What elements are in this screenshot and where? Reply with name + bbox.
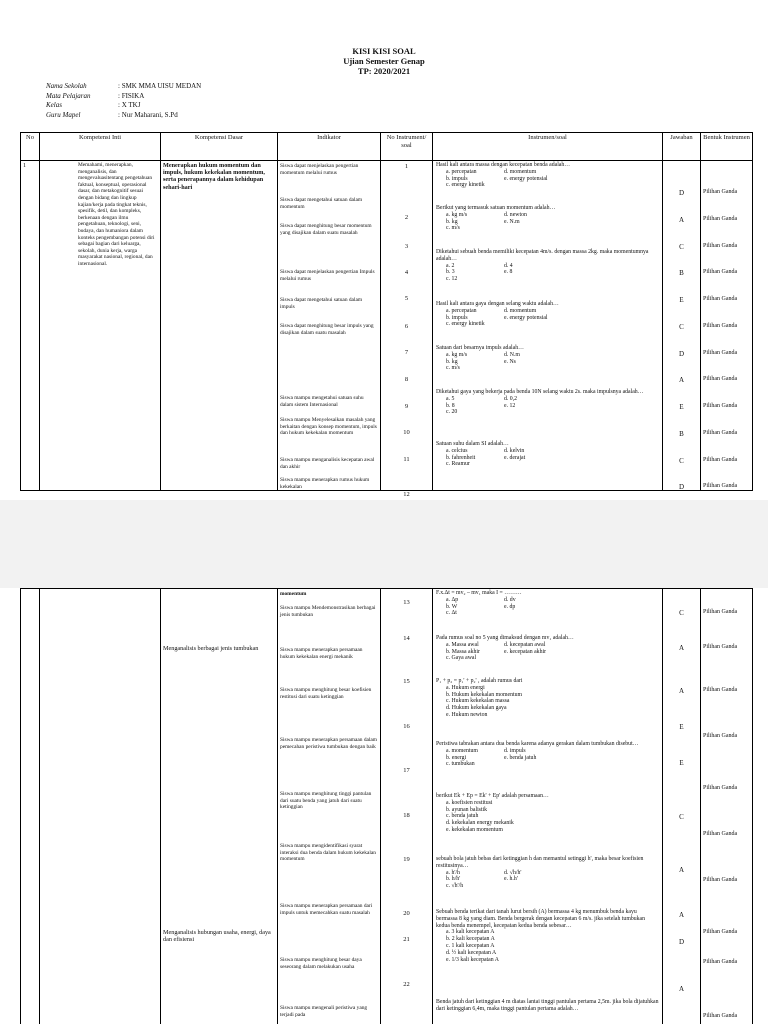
document-page-1	[0, 0, 768, 500]
col-header: Kompetensi Dasar	[161, 133, 278, 161]
option: b. kg	[446, 218, 458, 225]
option: d. kelvin	[504, 447, 525, 454]
answer-key: A	[678, 985, 685, 993]
bentuk-label: Pilihan Ganda	[703, 831, 738, 837]
kompetensi-dasar-text: Menganalisis berbagai jenis tumbukan	[163, 645, 259, 652]
soal-number: 12	[403, 491, 410, 498]
meta-value: : FISIKA	[118, 91, 145, 100]
meta-row	[46, 82, 201, 92]
option: b. fahrenheit	[446, 454, 476, 461]
answer-key: D	[678, 350, 685, 358]
soal-number: 8	[404, 376, 409, 383]
meta-value: : SMK MMA UISU MEDAN	[118, 82, 202, 90]
option: e. N.m	[504, 218, 520, 225]
bentuk-label: Pilihan Ganda	[703, 1013, 738, 1019]
indikator-item: Siswa dapat menjelaskan pengertian Impuls melalui rumus	[280, 269, 375, 282]
option: b. 8	[446, 402, 455, 409]
question-text: F.x.Δt = mv₂ – mv₁ maka I = ………	[436, 590, 522, 596]
option: b. energi	[446, 754, 467, 761]
col-header: No Instrument/ soal	[381, 133, 433, 161]
indikator-item: Siswa mampu menganalisis kecepatan awal dan akhir	[280, 457, 375, 470]
answer-key: A	[678, 644, 685, 652]
col-header: Instrumen/soal	[433, 133, 663, 161]
bentuk-label: Pilihan Ganda	[703, 929, 738, 935]
option: b. impuls	[446, 175, 468, 182]
question-item	[436, 635, 659, 662]
option-row	[436, 409, 659, 416]
option-row	[436, 870, 659, 877]
option-row	[436, 396, 659, 403]
answer-key: E	[679, 403, 684, 411]
option: c. Gaya awal	[446, 655, 477, 662]
indikator-item: Siswa mampu mengidentifikasi syarat interaksi dua benda dalam hukum kekekalan momentum	[280, 843, 376, 863]
option: a. momentum	[446, 747, 478, 754]
bentuk-label: Pilihan Ganda	[703, 785, 738, 791]
answer-key: B	[679, 269, 684, 277]
question-text: Sebuah benda terikat dari tanah lurut bersih (A) bermassa 4 kg menumbuk benda kayu bermassa 8 kg yang diam. Benda bergerak dengan kecepatan 6 m/s. jika setelah tumbukan kedua benda menempel, kecepatan kedua benda sebesar…	[436, 909, 645, 929]
question-item	[436, 909, 659, 963]
option: b. 3	[446, 269, 455, 276]
indikator-item: Siswa mampu menerapkan persamaan dalam pemecahan peristiwa tumbukan dengan baik	[280, 737, 377, 750]
answer-key: A	[678, 866, 685, 874]
option: d. newton	[504, 211, 527, 218]
option: b. W	[446, 603, 458, 610]
col-header: Kompetensi Inti	[40, 133, 161, 161]
option-row	[436, 655, 659, 662]
answer-key: A	[678, 216, 685, 224]
soal-number: 16	[403, 723, 410, 730]
option-row	[436, 359, 659, 366]
meta-row	[46, 92, 201, 102]
option: b. 2 kali kecepatan A	[446, 936, 495, 943]
option: e. dp	[504, 603, 516, 610]
bentuk-label: Pilihan Ganda	[703, 189, 738, 195]
soal-number: 5	[404, 295, 409, 302]
option: e. benda jatuh	[504, 754, 537, 761]
option-row	[436, 263, 659, 270]
meta-key: Nama Sekolah	[46, 82, 87, 90]
bentuk-label: Pilihan Ganda	[703, 644, 738, 650]
option: d. momentum	[504, 168, 537, 175]
question-item	[436, 249, 659, 283]
indikator-item: Siswa dapat mengetahui satuan dalam momentum	[280, 197, 363, 210]
indikator-continued: momentum	[280, 591, 307, 597]
question-text: Satuan dari besarnya impuls adalah…	[436, 345, 524, 351]
answer-key: D	[678, 189, 685, 197]
option: a. celcius	[446, 447, 468, 454]
option: a. h'/h	[446, 869, 460, 876]
option: a. 5	[446, 395, 455, 402]
indikator-item: Siswa mampu mengenali peristiwa yang terjadi pada	[280, 1005, 368, 1018]
table-header-row	[21, 133, 753, 161]
option: b. Hukum kekekalan momentum	[446, 691, 522, 698]
soal-number: 18	[403, 812, 410, 819]
option-row	[436, 610, 659, 617]
kisi-table-page-2	[20, 588, 753, 1024]
bentuk-label: Pilihan Ganda	[703, 609, 738, 615]
option-row	[436, 352, 659, 359]
option-row	[436, 876, 659, 883]
table-row	[21, 589, 753, 1024]
option-row	[436, 761, 659, 768]
option-row	[436, 182, 659, 189]
option: d. impuls	[504, 747, 526, 754]
question-item	[436, 345, 659, 372]
meta-key: Kelas	[46, 101, 62, 110]
col-header: Bentuk Instrumen	[701, 133, 753, 161]
indikator-item: Siswa mampu Menyelesaikan masalah yang berkaitan dengan konsep momentum, impuls dan hukum kekekalan momentum	[280, 417, 377, 437]
answer-key: D	[678, 483, 685, 491]
option-row	[436, 308, 659, 315]
col-header: Jawaban	[663, 133, 701, 161]
option-row	[436, 642, 659, 649]
meta-key: Mata Pelajaran	[46, 91, 91, 100]
option: c. Reamur	[446, 461, 470, 468]
document-title: KISI KISI SOAL	[352, 46, 416, 56]
col-header: Indikator	[278, 133, 381, 161]
option: d. 4	[504, 262, 513, 269]
soal-number: 4	[404, 269, 409, 276]
col-header: No	[21, 133, 40, 161]
bentuk-label: Pilihan Ganda	[703, 483, 738, 489]
question-text: P₁ + p₂ = p₁' + p₂' , adalah rumus dari	[436, 678, 523, 684]
kisi-table-page-1	[20, 132, 753, 498]
bentuk-label: Pilihan Ganda	[703, 733, 738, 739]
option: d. ½ kali kecepatan A	[446, 949, 497, 956]
question-item	[436, 162, 659, 189]
bentuk-label: Pilihan Ganda	[703, 877, 738, 883]
answer-key: A	[678, 376, 685, 384]
soal-number: 13	[403, 599, 410, 606]
option: c. Hukum kekekalan massa	[446, 698, 510, 705]
indikator-item: Siswa dapat menghitung besar momentum yang disajikan dalam suatu masalah	[280, 223, 372, 236]
option-row	[436, 212, 659, 219]
option: c. benda jatuh	[446, 813, 479, 820]
question-item	[436, 590, 659, 617]
question-item	[436, 389, 659, 416]
option: e. 1/3 kali kecepatan A	[446, 956, 499, 963]
question-text: Benda jatuh dari ketinggian 4 m diatas lantai tinggi pantulan pertama 2,5m. jika bola dijatuhkan dari ketinggian 6,4m, maka tinggi pantulan pertama adalah…	[436, 999, 659, 1012]
meta-row	[46, 101, 201, 111]
indikator-item: Siswa dapat menghitung besar impuls yang disajikan dalam suatu masalah	[280, 323, 374, 336]
bentuk-label: Pilihan Ganda	[703, 269, 738, 275]
soal-number: 22	[403, 981, 410, 988]
soal-number: 11	[403, 456, 410, 463]
kompetensi-inti-text: Memahami, menerapkan, menganalisis, dan mengevaluasitentang pengetahuan faktual, konseptual, operasional dasar, dan metakognitif sesuai dengan bidang dan lingkup kajian/kerja pada tingkat teknis, spesifik, detil, dan kompleks, berkenaan dengan ilmu pengetahuan, teknologi, seni, budaya, dan humaniora dalam konteks pengembangan potensi diri sebagai bagian dari keluarga, sekolah, dunia kerja, warga masyarakat nasional, regional, dan internasional.	[78, 162, 155, 267]
indikator-item: Siswa mampu mengetahui satuan suhu dalam sistem Internasional	[280, 395, 364, 408]
question-text: Hasil kali antara massa dengan kecepatan benda adalah…	[436, 162, 571, 168]
option-row	[436, 755, 659, 762]
bentuk-label: Pilihan Ganda	[703, 376, 738, 382]
option-row	[436, 604, 659, 611]
soal-number: 2	[404, 214, 409, 221]
option: e. kekekalan momentum	[446, 826, 503, 833]
option-row	[436, 219, 659, 226]
bentuk-label: Pilihan Ganda	[703, 403, 738, 409]
soal-number: 19	[403, 856, 410, 863]
bentuk-label: Pilihan Ganda	[703, 959, 738, 965]
option: e. Hukum newton	[446, 711, 488, 718]
answer-key: D	[678, 938, 685, 946]
question-item	[436, 741, 659, 768]
option: b. ayunan balistik	[446, 806, 488, 813]
soal-number: 10	[403, 429, 410, 436]
answer-key: E	[679, 723, 684, 731]
option-row	[436, 455, 659, 462]
indikator-item: Siswa mampu menghitung besar koefisien restitusi dari suatu ketinggian	[280, 687, 372, 700]
bentuk-label: Pilihan Ganda	[703, 430, 738, 436]
option: a. 2	[446, 262, 455, 269]
question-text: Satuan suhu dalam SI adalah…	[436, 441, 509, 447]
option: d. 0,2	[504, 395, 518, 402]
option: e. derajat	[504, 454, 526, 461]
soal-number: 14	[403, 635, 410, 642]
question-item	[436, 856, 659, 890]
option-row	[436, 448, 659, 455]
indikator-item: Siswa mampu menerapkan rumus hukum kekekalan	[280, 477, 370, 490]
question-text: berikut Ek + Ep = Ek' + Ep' adalah persamaan…	[436, 793, 549, 799]
meta-value: : Nur Maharani, S.Pd	[118, 110, 178, 119]
indikator-item: Siswa dapat mengetahui satuan dalam impuls	[280, 297, 363, 310]
option-row	[436, 883, 659, 890]
option: b. impuls	[446, 314, 468, 321]
option: a. percepatan	[446, 307, 477, 314]
soal-number: 20	[403, 910, 410, 917]
option-row	[436, 169, 659, 176]
option-row	[436, 748, 659, 755]
indikator-item: Siswa mampu menerapkan persamaan dari impuls untuk memecahkan suatu masalah	[280, 903, 373, 916]
question-text: Diketahui gaya yang bekerja pada benda 10N selang waktu 2s. maka impulsnya adalah…	[436, 389, 644, 395]
question-item	[436, 301, 659, 328]
bentuk-label: Pilihan Ganda	[703, 457, 738, 463]
indikator-item: Siswa mampu Mendemonstrasikan berbagai jenis tumbukan	[280, 605, 376, 618]
option: c. energy kinetik	[446, 321, 485, 328]
question-text: Diketahui sebuah benda memiliki kecepatan 4m/s. dengan massa 2kg. maka momentumnya adalah…	[436, 249, 649, 262]
question-item	[436, 205, 659, 232]
meta-row	[46, 111, 201, 121]
option: d. N.m	[504, 351, 520, 358]
option: a. Hukum energi	[446, 684, 485, 691]
option-row	[436, 269, 659, 276]
option-row	[436, 276, 659, 283]
kompetensi-dasar-text: Menerapkan hukum momentum dan impuls, hukum kekekalan momentum, serta penerapannya dalam kehidupan sehari-hari	[163, 162, 265, 191]
bentuk-label: Pilihan Ganda	[703, 216, 738, 222]
option: e. 12	[504, 402, 516, 409]
option: b. Massa akhir	[446, 648, 480, 655]
answer-key: B	[679, 430, 684, 438]
question-item	[436, 678, 659, 719]
option: c. m/s	[446, 225, 460, 232]
option: d. kekekalan energy mekanik	[446, 820, 514, 827]
option-row	[436, 403, 659, 410]
bentuk-label: Pilihan Ganda	[703, 687, 738, 693]
option: d. dv	[504, 596, 516, 603]
answer-key: C	[679, 457, 684, 465]
option-row	[436, 597, 659, 604]
option: d. √h/h'	[504, 869, 522, 876]
option: c. Δt	[446, 610, 457, 617]
bentuk-label: Pilihan Ganda	[703, 296, 738, 302]
meta-block	[46, 82, 201, 120]
answer-key: C	[679, 243, 684, 251]
document-page-2	[0, 588, 768, 1024]
answer-key: C	[679, 813, 684, 821]
indikator-item: Siswa mampu menghitung besar daya seseorang dalam melakukan usaha	[280, 957, 362, 970]
option: c. 12	[446, 276, 458, 283]
option: c. tumbukan	[446, 761, 475, 768]
option: a. kg m/s	[446, 211, 468, 218]
question-text: Pada rumus soal no 5 yang dimaksud dengan mv₁ adalah…	[436, 635, 574, 641]
option-row	[436, 315, 659, 322]
soal-number: 6	[404, 323, 409, 330]
answer-key: E	[679, 296, 684, 304]
answer-key: C	[679, 609, 684, 617]
option: d. momentum	[504, 307, 537, 314]
option: a. percepatan	[446, 168, 477, 175]
bentuk-label: Pilihan Ganda	[703, 243, 738, 249]
soal-number: 9	[404, 403, 409, 410]
option-row	[436, 649, 659, 656]
option-row	[436, 321, 659, 328]
option-row	[436, 225, 659, 232]
question-item	[436, 441, 659, 468]
answer-key: C	[679, 323, 684, 331]
option-row	[436, 176, 659, 183]
answer-key: A	[678, 911, 685, 919]
bentuk-label: Pilihan Ganda	[703, 350, 738, 356]
option-row	[436, 461, 659, 468]
option: a. 3 kali kecepatan A	[446, 929, 495, 936]
option: a. Massa awal	[446, 641, 479, 648]
option: c. 20	[446, 409, 458, 416]
document-subtitle: Ujian Semester Genap	[343, 56, 425, 66]
option-row	[436, 365, 659, 372]
option: e. h.h'	[504, 876, 518, 883]
answer-key: A	[678, 687, 685, 695]
question-text: sebuah bola jatuh bebas dari ketinggian h dan memantul setinggi h', maka besar koefisien restitusinya…	[436, 856, 644, 869]
option: c. energy kinetik	[446, 182, 485, 189]
option: d. Hukum kekekalan gaya	[446, 705, 507, 712]
option: b. h/h'	[446, 876, 461, 883]
option: a. koefisien restitusi	[446, 799, 493, 806]
question-text: Berikut yang termasuk satuan momentum adalah…	[436, 205, 556, 211]
option: e. energy potensial	[504, 175, 548, 182]
soal-number: 7	[404, 349, 409, 356]
soal-number: 17	[403, 767, 410, 774]
soal-number: 3	[404, 243, 409, 250]
option: e. 8	[504, 269, 513, 276]
option: c. m/s	[446, 365, 460, 372]
option: a. Δp	[446, 596, 459, 603]
question-item	[436, 999, 659, 1013]
question-text: Hasil kali antara gaya dengan selang waktu adalah…	[436, 301, 559, 307]
row-number: 1	[23, 162, 27, 169]
indikator-item: Siswa dapat menjelaskan pengertian momentum melalui rumus	[280, 163, 359, 176]
option: c. 1 kali kecepatan A	[446, 942, 495, 949]
soal-number: 1	[404, 163, 409, 170]
bentuk-label: Pilihan Ganda	[703, 323, 738, 329]
question-item	[436, 793, 659, 834]
option: b. kg	[446, 358, 458, 365]
kompetensi-dasar-text: Menganalisis hubungan usaha, energi, daya dan efisiensi	[163, 929, 271, 944]
option: e. Ns	[504, 358, 516, 365]
option: a. kg m/s	[446, 351, 468, 358]
table-row	[21, 161, 753, 491]
soal-number: 21	[403, 936, 410, 943]
document-year: TP: 2020/2021	[357, 66, 411, 76]
meta-key: Guru Mapel	[46, 110, 81, 119]
answer-key: E	[679, 759, 684, 767]
indikator-item: Siswa mampu menghitung tinggi pantulan dari suatu benda yang jatuh dari suatu ketinggian	[280, 791, 372, 811]
meta-value: : X TKJ	[118, 101, 141, 110]
option: d. kecepatan awal	[504, 641, 546, 648]
option: c. √h'/h	[446, 883, 464, 890]
soal-number: 15	[403, 678, 410, 685]
option: e. kecepatan akhir	[504, 648, 547, 655]
question-text: Peristiwa tabrakan antara dua benda karena adanya gerakan dalam tumbukan disebut…	[436, 741, 639, 747]
indikator-item: Siswa mampu menerapkan persamaan hukum kekekalan energi mekanik	[280, 647, 363, 660]
option: e. energy potensial	[504, 314, 548, 321]
